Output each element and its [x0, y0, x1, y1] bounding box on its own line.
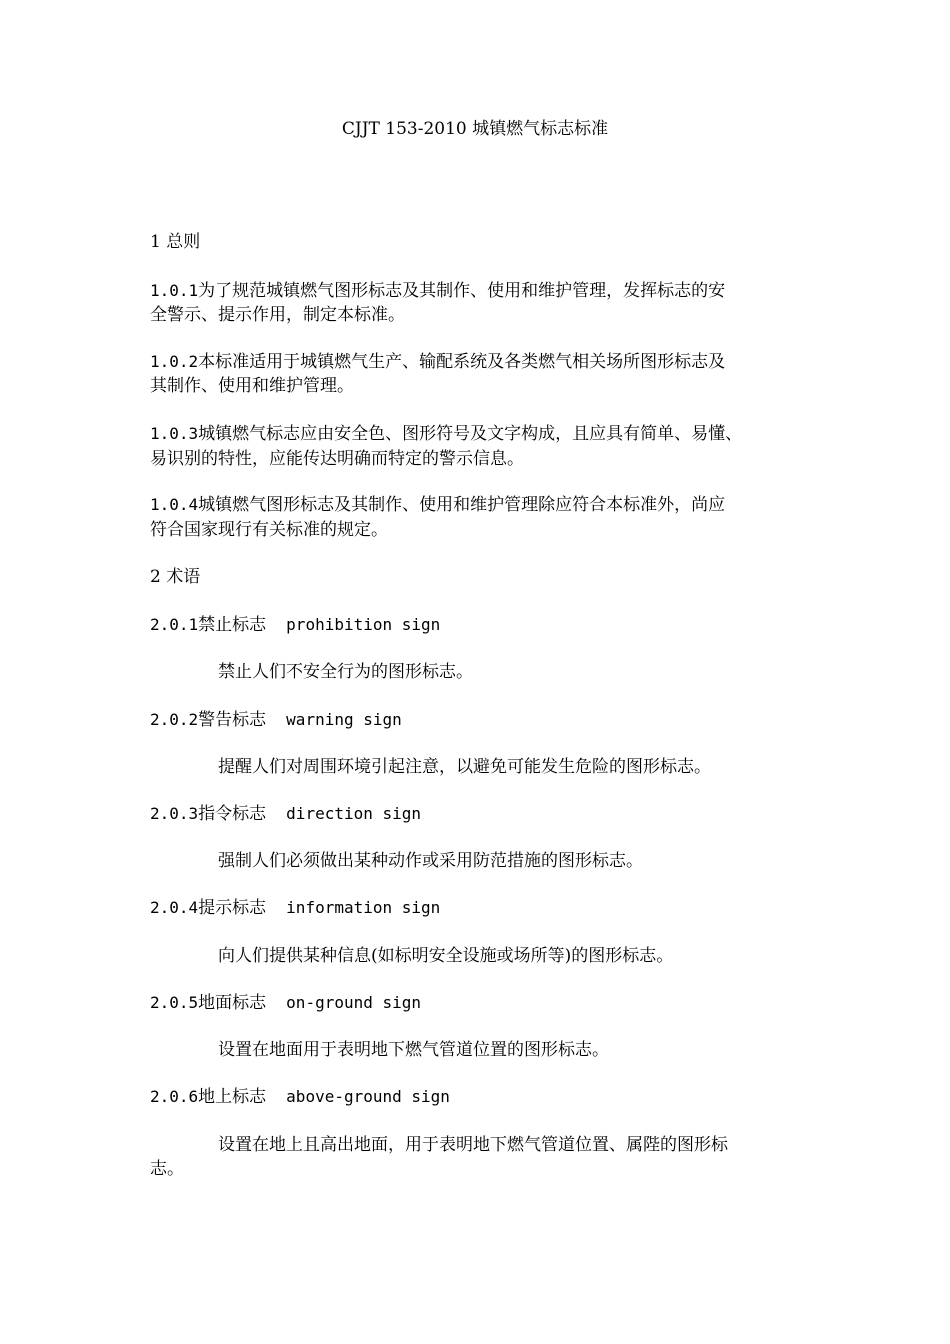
term-2-0-2 — [150, 709, 402, 731]
term-number: 2.0.1 — [150, 615, 199, 634]
clause-number: 1.0.3 — [150, 424, 199, 443]
term-number: 2.0.2 — [150, 710, 199, 729]
term-zh: 地上标志 — [198, 1087, 267, 1107]
term-2-0-4 — [150, 897, 440, 919]
term-2-0-5-definition: 设置在地面用于表明地下燃气管道位置的图形标志。 — [218, 1040, 609, 1060]
clause-1-0-2 — [150, 351, 725, 373]
clause-1-0-1-cont: 全警示、提示作用，制定本标准。 — [150, 305, 405, 325]
term-2-0-3-definition: 强制人们必须做出某种动作或采用防范措施的图形标志。 — [218, 851, 643, 871]
term-zh: 地面标志 — [198, 993, 267, 1013]
term-en: direction sign — [286, 804, 422, 823]
clause-1-0-3 — [150, 423, 742, 445]
term-en: warning sign — [286, 710, 402, 729]
term-2-0-1-definition: 禁止人们不安全行为的图形标志。 — [218, 662, 473, 682]
clause-1-0-4 — [150, 494, 725, 516]
term-number: 2.0.6 — [150, 1087, 199, 1106]
clause-text: 城镇燃气图形标志及其制作、使用和维护管理除应符合本标准外，尚应 — [198, 495, 726, 515]
term-number: 2.0.4 — [150, 898, 199, 917]
clause-number: 1.0.4 — [150, 495, 199, 514]
term-2-0-6 — [150, 1086, 450, 1108]
document-title: CJJT 153-2010 城镇燃气标志标准 — [341, 119, 609, 139]
clause-text: 本标准适用于城镇燃气生产、输配系统及各类燃气相关场所图形标志及 — [198, 352, 726, 372]
term-en: prohibition sign — [286, 615, 441, 634]
term-number: 2.0.3 — [150, 804, 199, 823]
term-2-0-5 — [150, 992, 421, 1014]
clause-1-0-4-cont: 符合国家现行有关标准的规定。 — [150, 520, 388, 540]
term-2-0-3 — [150, 803, 421, 825]
section-heading-terms: 2 术语 — [150, 567, 201, 587]
clause-1-0-1 — [150, 280, 725, 302]
term-2-0-4-definition: 向人们提供某种信息(如标明安全设施或场所等)的图形标志。 — [218, 946, 674, 966]
clause-number: 1.0.2 — [150, 352, 199, 371]
clause-text: 为了规范城镇燃气图形标志及其制作、使用和维护管理，发挥标志的安 — [198, 281, 726, 301]
term-zh: 警告标志 — [198, 710, 267, 730]
section-heading-general: 1 总则 — [150, 232, 201, 252]
clause-1-0-3-cont: 易识别的特性，应能传达明确而特定的警示信息。 — [150, 449, 524, 469]
term-en: information sign — [286, 898, 441, 917]
term-zh: 指令标志 — [198, 804, 267, 824]
term-number: 2.0.5 — [150, 993, 199, 1012]
term-en: on-ground sign — [286, 993, 422, 1012]
term-2-0-1 — [150, 614, 440, 636]
term-2-0-6-definition-cont: 志。 — [150, 1159, 184, 1179]
clause-1-0-2-cont: 其制作、使用和维护管理。 — [150, 376, 354, 396]
term-en: above-ground sign — [286, 1087, 450, 1106]
clause-text: 城镇燃气标志应由安全色、图形符号及文字构成，且应具有简单、易懂、 — [198, 424, 743, 444]
term-2-0-2-definition: 提醒人们对周围环境引起注意，以避免可能发生危险的图形标志。 — [218, 757, 711, 777]
term-zh: 禁止标志 — [198, 615, 267, 635]
clause-number: 1.0.1 — [150, 281, 199, 300]
term-2-0-6-definition: 设置在地上且高出地面，用于表明地下燃气管道位置、属陛的图形标 — [218, 1135, 728, 1155]
term-zh: 提示标志 — [198, 898, 267, 918]
